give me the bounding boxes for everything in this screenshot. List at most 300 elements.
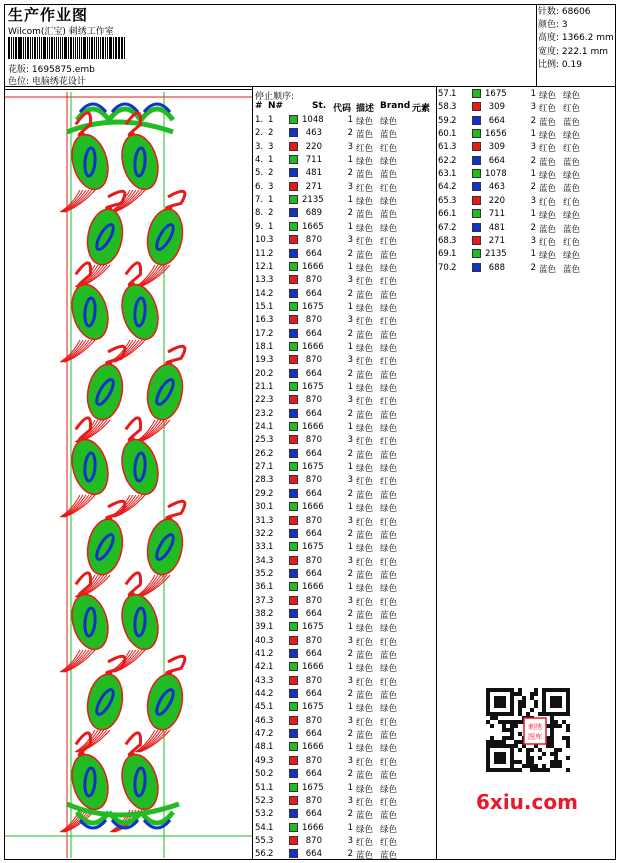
barcode [8, 37, 126, 59]
embroidery-pattern [5, 92, 252, 858]
stop-code: 2 [530, 262, 536, 273]
color-swatch [289, 702, 298, 711]
stop-brand: 红色 [380, 597, 398, 608]
stop-description: 绿色 [356, 704, 374, 715]
stop-brand: 蓝色 [380, 490, 398, 501]
stop-code: 2 [347, 328, 353, 339]
stop-number: 27. [255, 462, 269, 473]
stop-code: 3 [347, 715, 353, 726]
stop-brand: 蓝色 [380, 250, 398, 261]
stop-description: 蓝色 [356, 811, 374, 822]
stop-number: 34. [255, 555, 269, 566]
stop-brand: 绿色 [380, 464, 398, 475]
stop-row [255, 582, 435, 595]
stop-color-index: 2 [268, 408, 274, 419]
color-swatch [472, 196, 481, 205]
stop-row [255, 168, 435, 181]
stop-code: 2 [347, 769, 353, 780]
stop-row [438, 196, 618, 209]
stop-color-index: 2 [268, 769, 274, 780]
stop-stitches: 664 [305, 328, 322, 339]
stop-brand: 红色 [380, 557, 398, 568]
stop-code: 1 [347, 155, 353, 166]
stop-stitches: 309 [488, 102, 505, 113]
stop-color-index: 2 [451, 182, 457, 193]
stop-description: 绿色 [356, 117, 374, 127]
green-paisley [143, 671, 186, 732]
color-swatch [472, 129, 481, 138]
stop-row [255, 556, 435, 569]
stop-number: 8. [255, 208, 264, 219]
stop-brand: 绿色 [380, 784, 398, 795]
green-paisley [116, 591, 163, 654]
green-paisley [83, 361, 126, 422]
stop-color-index: 1 [268, 782, 274, 793]
stop-code: 2 [347, 649, 353, 659]
stop-color-index: 2 [451, 222, 457, 233]
stop-color-index: 1 [268, 622, 274, 633]
stop-color-index: 1 [268, 422, 274, 433]
color-swatch [289, 435, 298, 444]
stop-description: 绿色 [356, 624, 374, 635]
stop-stitches: 1666 [302, 422, 324, 433]
stop-brand: 蓝色 [563, 117, 581, 128]
stop-number: 51. [255, 782, 269, 793]
color-swatch [289, 235, 298, 244]
col-code: 代码 [333, 104, 352, 114]
stop-description: 红色 [356, 557, 374, 568]
stop-color-index: 1 [268, 341, 274, 352]
stop-code: 3 [347, 475, 353, 486]
stop-number: 2. [255, 128, 264, 139]
stop-description: 蓝色 [539, 157, 557, 168]
stop-number: 9. [255, 221, 264, 232]
stop-number: 55. [255, 835, 269, 846]
col-hash: # [255, 101, 263, 111]
stop-code: 2 [347, 248, 353, 259]
stop-brand: 绿色 [380, 424, 398, 435]
stop-color-index: 1 [268, 702, 274, 713]
stop-code: 3 [530, 235, 536, 246]
stop-number: 54. [255, 822, 269, 833]
stop-stitches: 664 [305, 729, 322, 740]
stop-brand: 绿色 [380, 343, 398, 354]
stop-row [438, 102, 618, 115]
stop-number: 45. [255, 702, 269, 713]
stop-brand: 红色 [380, 317, 398, 328]
stop-brand: 红色 [380, 517, 398, 528]
stop-code: 3 [347, 795, 353, 806]
stop-stitches: 688 [488, 262, 505, 273]
color-swatch [472, 209, 481, 218]
stop-row [255, 769, 435, 782]
stop-color-index: 1 [268, 221, 274, 232]
stop-color-index: 1 [268, 662, 274, 673]
stop-stitches: 664 [305, 488, 322, 499]
stop-code: 1 [347, 261, 353, 272]
stop-row [255, 742, 435, 755]
stop-stitches: 481 [488, 222, 505, 233]
stop-number: 5. [255, 168, 264, 179]
stop-brand: 红色 [563, 237, 581, 248]
stop-stitches: 664 [305, 408, 322, 419]
stop-row [255, 649, 435, 662]
stop-stitches: 664 [305, 528, 322, 539]
stop-description: 蓝色 [356, 170, 374, 181]
stop-color-index: 1 [268, 261, 274, 272]
stop-row [255, 115, 435, 128]
stop-row [255, 702, 435, 715]
stop-stitches: 309 [488, 142, 505, 153]
stop-code: 2 [347, 368, 353, 379]
stop-stitches: 711 [488, 209, 505, 220]
stop-brand: 红色 [380, 637, 398, 648]
stop-description: 蓝色 [356, 250, 374, 261]
stop-row [255, 729, 435, 742]
color-swatch [289, 516, 298, 525]
red-flame [166, 344, 185, 366]
stop-stitches: 664 [305, 809, 322, 820]
stop-row [255, 529, 435, 542]
stop-code: 1 [347, 341, 353, 352]
stop-color-index: 2 [268, 288, 274, 299]
color-swatch [289, 756, 298, 765]
stop-code: 1 [347, 221, 353, 232]
green-paisley [143, 206, 186, 267]
stop-color-index: 2 [451, 155, 457, 166]
stop-number: 44. [255, 689, 269, 700]
stop-color-index: 1 [268, 382, 274, 392]
stop-number: 39. [255, 622, 269, 633]
stop-description: 蓝色 [356, 130, 374, 141]
color-swatch [289, 329, 298, 338]
color-swatch [289, 542, 298, 551]
stop-brand: 蓝色 [380, 450, 398, 461]
color-swatch [289, 783, 298, 792]
stop-description: 红色 [356, 237, 374, 248]
stop-color-index: 3 [451, 235, 457, 246]
stop-brand: 蓝色 [380, 771, 398, 782]
stop-brand: 红色 [380, 277, 398, 288]
stop-description: 蓝色 [356, 290, 374, 301]
stop-code: 2 [347, 608, 353, 619]
stop-brand: 绿色 [563, 131, 581, 142]
stop-number: 3. [255, 141, 264, 152]
stop-row [255, 155, 435, 168]
stop-number: 65. [438, 195, 452, 206]
stop-number: 61. [438, 142, 452, 153]
stop-description: 蓝色 [356, 490, 374, 501]
stop-row [255, 315, 435, 328]
stop-description: 红色 [356, 757, 374, 768]
stop-number: 36. [255, 582, 269, 593]
stop-code: 1 [347, 782, 353, 793]
stop-stitches: 1675 [302, 542, 324, 553]
stop-row [255, 369, 435, 382]
color-swatch [289, 636, 298, 645]
stop-color-index: 3 [268, 315, 274, 326]
stop-row [438, 182, 618, 195]
color-swatch [472, 249, 481, 258]
stop-description: 红色 [356, 797, 374, 808]
stop-code: 1 [347, 662, 353, 673]
stop-color-index: 1 [268, 195, 274, 206]
stop-description: 绿色 [356, 744, 374, 755]
color-swatch [289, 222, 298, 231]
stop-row [255, 809, 435, 822]
stop-code: 1 [347, 742, 353, 753]
stop-row [438, 156, 618, 169]
stop-number: 32. [255, 528, 269, 539]
stop-description: 红色 [356, 277, 374, 288]
stop-number: 6. [255, 181, 264, 192]
stop-row [255, 636, 435, 649]
stop-number: 67. [438, 222, 452, 233]
stop-row [255, 195, 435, 208]
stop-color-index: 1 [268, 462, 274, 473]
stop-color-index: 3 [268, 555, 274, 566]
stop-color-index: 2 [268, 809, 274, 820]
stop-brand: 蓝色 [380, 410, 398, 421]
stop-code: 3 [347, 141, 353, 152]
stop-brand: 绿色 [380, 544, 398, 555]
stop-row [255, 489, 435, 502]
stop-number: 43. [255, 675, 269, 686]
stop-description: 绿色 [356, 504, 374, 515]
design-top-divider [4, 89, 252, 90]
green-paisley [116, 281, 163, 344]
stop-row [255, 662, 435, 675]
stop-brand: 红色 [380, 757, 398, 768]
color-swatch [289, 449, 298, 458]
design-height: 高度: 1366.2 mm [538, 33, 614, 44]
green-paisley [83, 516, 126, 577]
stop-number: 38. [255, 608, 269, 619]
stop-brand: 蓝色 [380, 530, 398, 541]
stop-stitches: 1048 [302, 115, 324, 125]
color-swatch [289, 302, 298, 311]
stop-code: 3 [347, 275, 353, 286]
col-desc: 描述 [356, 104, 375, 114]
stop-row [255, 783, 435, 796]
stop-brand: 红色 [380, 143, 398, 154]
stop-stitches: 1675 [302, 702, 324, 713]
stop-description: 红色 [356, 477, 374, 488]
stop-color-index: 2 [268, 568, 274, 579]
green-paisley [83, 671, 126, 732]
stop-color-index: 2 [268, 729, 274, 740]
stop-color-index: 2 [451, 262, 457, 273]
stop-row [255, 516, 435, 529]
stop-description: 红色 [356, 183, 374, 194]
color-swatch [289, 262, 298, 271]
stop-row [255, 275, 435, 288]
stop-stitches: 870 [305, 795, 322, 806]
red-flame [166, 499, 185, 521]
stop-brand: 绿色 [380, 744, 398, 755]
design-width: 宽度: 222.1 mm [538, 46, 609, 57]
stop-code: 2 [347, 488, 353, 499]
stop-number: 42. [255, 662, 269, 673]
stop-brand: 蓝色 [380, 651, 398, 661]
color-swatch [289, 556, 298, 565]
stop-number: 62. [438, 155, 452, 166]
stop-number: 70. [438, 262, 452, 273]
stop-description: 绿色 [356, 197, 374, 208]
stop-description: 红色 [356, 717, 374, 728]
stop-description: 蓝色 [356, 691, 374, 702]
color-swatch [289, 582, 298, 591]
stop-brand: 蓝色 [380, 610, 398, 621]
red-flame [106, 499, 125, 521]
stop-stitches: 1665 [302, 221, 324, 232]
stop-brand: 红色 [380, 477, 398, 488]
red-flame [166, 189, 185, 211]
color-swatch [289, 168, 298, 177]
stop-code: 1 [530, 89, 536, 99]
stop-number: 66. [438, 209, 452, 220]
stop-code: 2 [530, 222, 536, 233]
stop-brand: 蓝色 [380, 731, 398, 742]
stop-number: 35. [255, 568, 269, 579]
stats-panel [538, 6, 614, 72]
stop-code: 3 [347, 595, 353, 606]
stop-brand: 绿色 [380, 664, 398, 675]
stop-code: 1 [347, 822, 353, 833]
stop-code: 3 [347, 635, 353, 646]
stop-stitches: 1675 [302, 382, 324, 392]
stop-number: 25. [255, 435, 269, 446]
stop-description: 红色 [356, 517, 374, 528]
stop-row [255, 422, 435, 435]
color-swatch [472, 89, 481, 98]
stats-divider [536, 4, 537, 87]
stop-code: 2 [347, 208, 353, 219]
stop-description: 红色 [356, 597, 374, 608]
color-swatch [289, 369, 298, 378]
green-paisley [116, 751, 163, 814]
stop-brand: 绿色 [380, 704, 398, 715]
stop-number: 10. [255, 235, 269, 246]
stop-brand: 红色 [380, 397, 398, 408]
stop-row [255, 395, 435, 408]
stop-code: 3 [347, 675, 353, 686]
stop-description: 绿色 [539, 171, 557, 182]
stop-code: 1 [530, 169, 536, 180]
stop-stitches: 870 [305, 755, 322, 766]
stop-brand: 红色 [380, 677, 398, 688]
color-swatch [289, 395, 298, 404]
stop-stitches: 1675 [302, 622, 324, 633]
stop-description: 蓝色 [356, 570, 374, 581]
color-swatch [289, 729, 298, 738]
stop-number: 7. [255, 195, 264, 206]
stop-color-index: 2 [268, 849, 274, 860]
color-swatch [472, 236, 481, 245]
stop-stitches: 664 [305, 448, 322, 459]
color-swatch [289, 475, 298, 484]
stop-color-index: 1 [268, 822, 274, 833]
stop-row [255, 836, 435, 849]
stop-stitches: 664 [305, 248, 322, 259]
color-swatch [472, 182, 481, 191]
stitch-count: 针数: 68606 [538, 7, 591, 17]
stop-stitches: 463 [305, 128, 322, 139]
stop-stitches: 664 [488, 155, 505, 166]
stop-number: 28. [255, 475, 269, 486]
color-swatch [289, 315, 298, 324]
stop-description: 蓝色 [356, 410, 374, 421]
stop-row [255, 596, 435, 609]
stop-color-index: 2 [268, 528, 274, 539]
stop-brand: 红色 [380, 717, 398, 728]
stop-code: 2 [347, 849, 353, 860]
stop-color-index: 3 [268, 835, 274, 846]
stop-stitches: 870 [305, 675, 322, 686]
stop-brand: 蓝色 [380, 290, 398, 301]
stop-stitches: 271 [305, 181, 322, 192]
stop-color-index: 3 [268, 235, 274, 246]
stop-number: 20. [255, 368, 269, 379]
stop-stitches: 1675 [302, 782, 324, 793]
stop-color-index: 1 [451, 209, 457, 220]
stop-description: 红色 [356, 637, 374, 648]
stop-number: 29. [255, 488, 269, 499]
stop-description: 绿色 [539, 91, 557, 101]
stop-description: 红色 [356, 397, 374, 408]
stop-row [438, 142, 618, 155]
color-swatch [289, 355, 298, 364]
stop-number: 68. [438, 235, 452, 246]
stop-description: 绿色 [356, 157, 374, 168]
stop-code: 2 [347, 729, 353, 740]
stop-description: 绿色 [356, 384, 374, 394]
stop-stitches: 870 [305, 355, 322, 366]
stop-row [438, 236, 618, 249]
col-no: N# [268, 101, 284, 111]
stop-row [255, 289, 435, 302]
stop-row [255, 622, 435, 635]
stop-description: 绿色 [356, 223, 374, 234]
color-swatch [289, 809, 298, 818]
stop-stitches: 2135 [485, 249, 507, 260]
stop-number: 17. [255, 328, 269, 339]
red-flame [106, 654, 125, 676]
stop-row [255, 609, 435, 622]
stop-number: 18. [255, 341, 269, 352]
stop-row [255, 475, 435, 488]
stop-description: 蓝色 [356, 651, 374, 661]
page-title: 生产作业图 [8, 6, 89, 24]
stop-stitches: 870 [305, 395, 322, 406]
studio-name: Wilcom(汇宝) 刺绣工作室 [8, 27, 114, 37]
design-scale: 比例: 0.19 [538, 59, 582, 70]
stop-description: 红色 [356, 143, 374, 154]
stop-row [255, 796, 435, 809]
stop-color-index: 2 [268, 649, 274, 659]
stop-code: 1 [347, 582, 353, 593]
stop-stitches: 870 [305, 315, 322, 326]
stop-color-index: 3 [268, 435, 274, 446]
color-swatch [472, 223, 481, 232]
color-swatch [472, 263, 481, 272]
stop-row [255, 128, 435, 141]
stop-code: 1 [347, 462, 353, 473]
stop-color-index: 1 [451, 129, 457, 140]
col-st: St. [312, 101, 327, 111]
color-swatch [289, 142, 298, 151]
stop-brand: 蓝色 [380, 330, 398, 341]
